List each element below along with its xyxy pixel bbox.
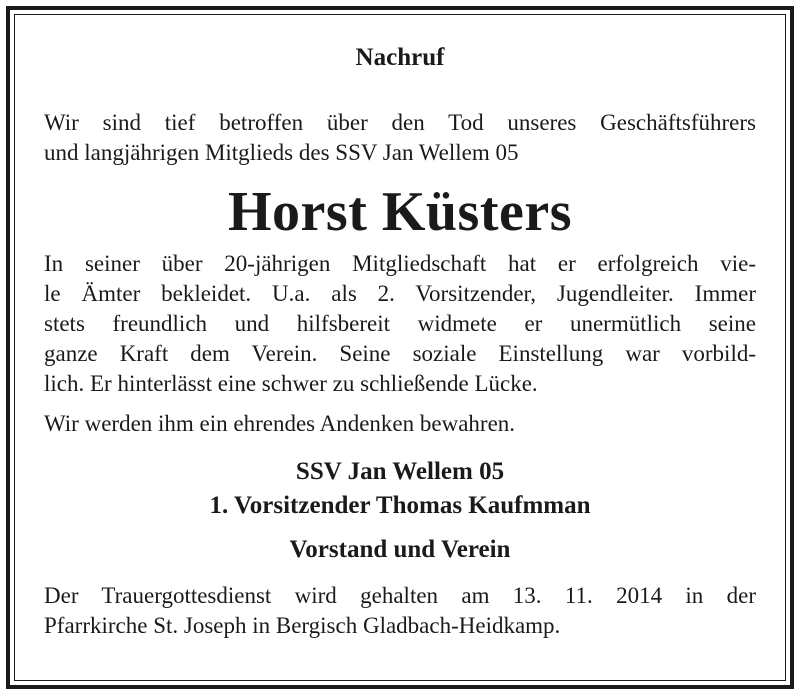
intro-line: Wir sind tief betroffen über den Tod unseres Geschäftsführers xyxy=(44,110,756,135)
tribute-line: stets freundlich und hilfsbereit widmete er unermütlich seine xyxy=(44,311,756,336)
tribute-line: le Ämter bekleidet. U.a. als 2. Vorsitzender, Jugendleiter. Immer xyxy=(44,281,756,306)
tribute-line: lich. Er hinterlässt eine schwer zu schließende Lücke. xyxy=(44,371,538,396)
club-name: SSV Jan Wellem 05 xyxy=(295,458,505,485)
obituary-notice xyxy=(44,40,756,641)
closing-sentence: Wir werden ihm ein ehrendes Andenken bewahren. xyxy=(44,411,516,436)
service-line: Der Trauergottesdienst wird gehalten am 13. 11. 2014 in der xyxy=(44,583,756,608)
tribute-line: ganze Kraft dem Verein. Seine soziale Einstellung war vorbild- xyxy=(44,341,756,366)
intro-paragraph xyxy=(44,108,756,168)
intro-line: und langjährigen Mitglieds des SSV Jan Wellem 05 xyxy=(44,140,519,165)
notice-title: Nachruf xyxy=(355,44,445,71)
deceased-name: Horst Küsters xyxy=(227,181,572,243)
board-signature: Vorstand und Verein xyxy=(289,536,511,563)
service-line: Pfarrkirche St. Joseph in Bergisch Gladbach-Heidkamp. xyxy=(44,613,561,638)
service-paragraph xyxy=(44,581,756,641)
chairman-signature: 1. Vorsitzender Thomas Kaufmman xyxy=(209,492,591,519)
tribute-paragraph xyxy=(44,249,756,399)
tribute-line: In seiner über 20-jährigen Mitgliedschaft hat er erfolgreich vie- xyxy=(44,251,756,276)
